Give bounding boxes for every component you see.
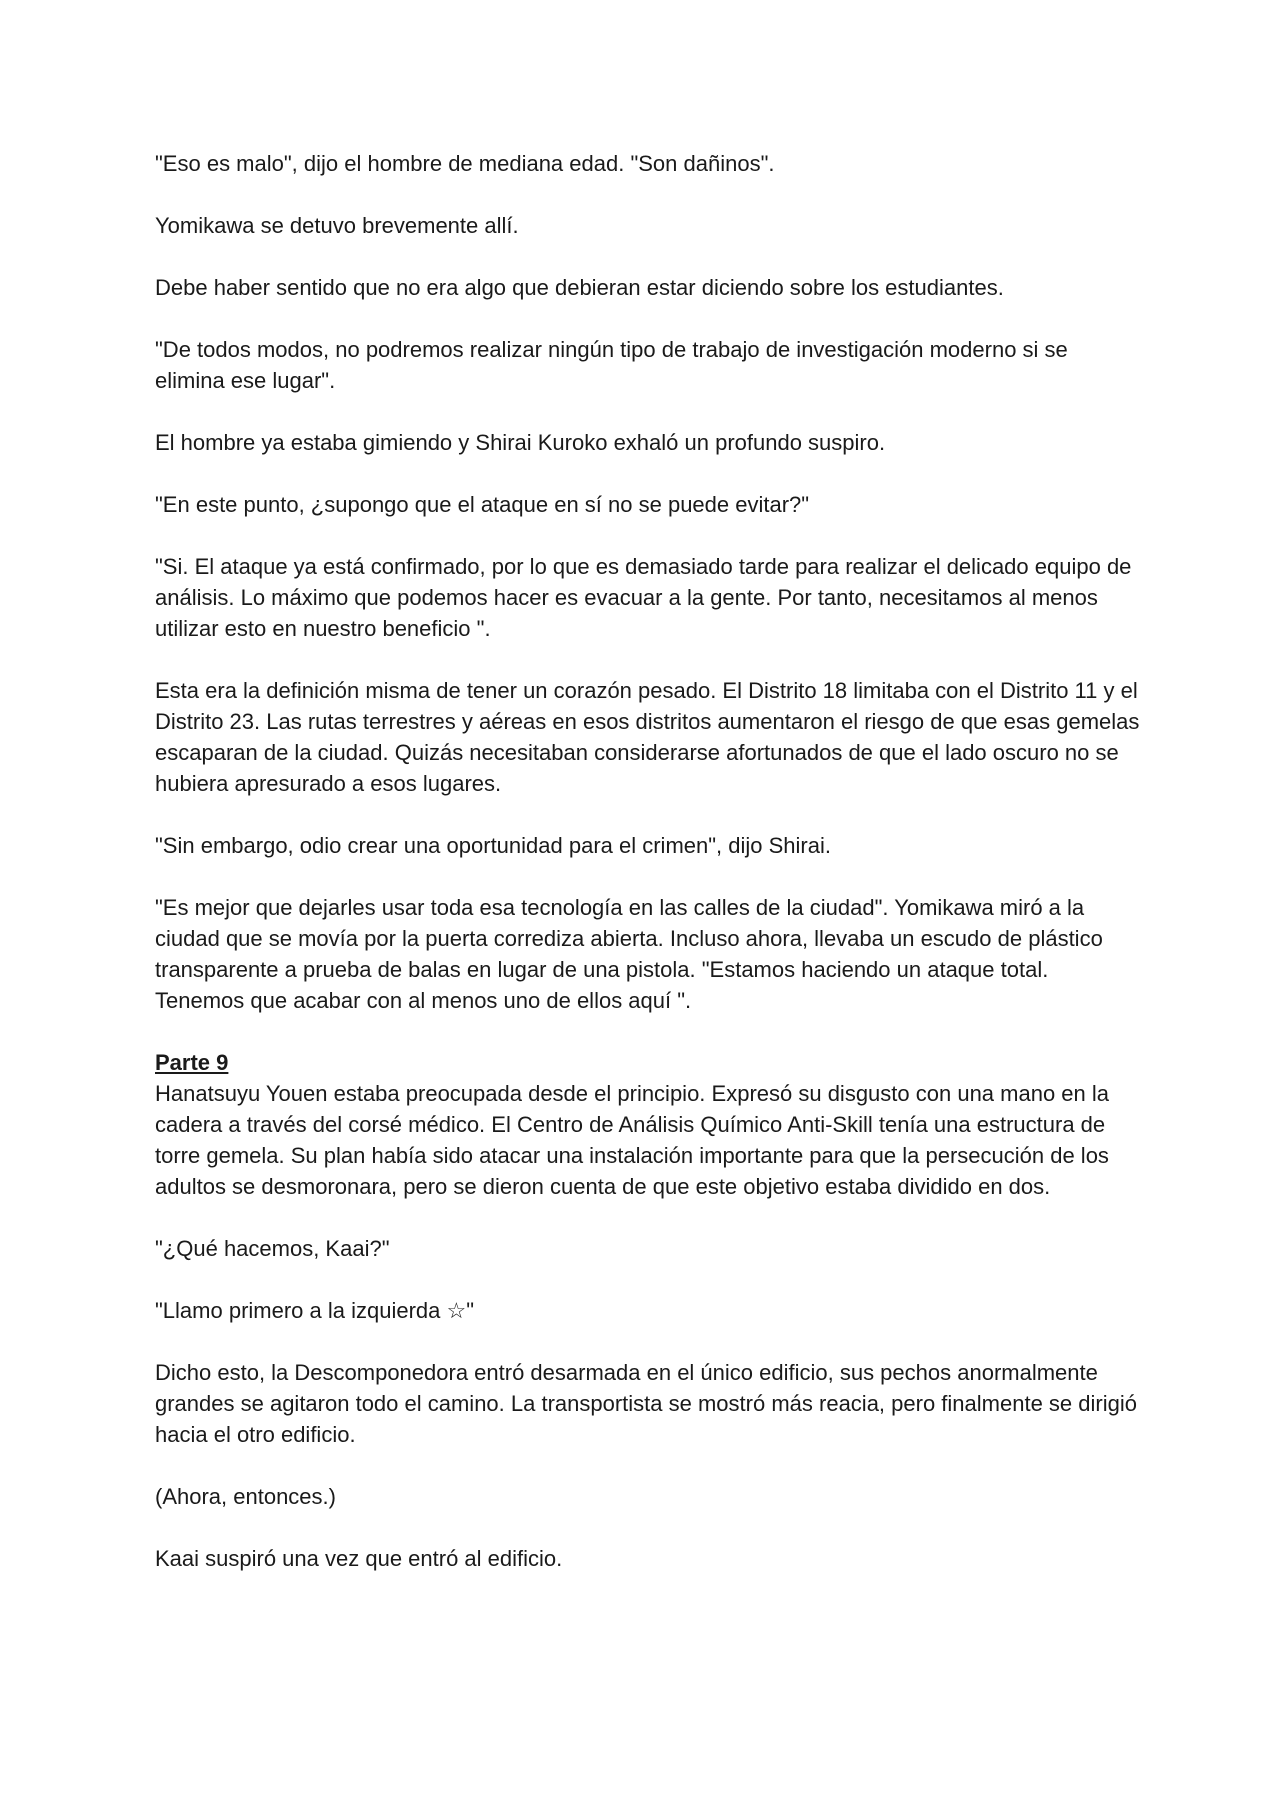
paragraph: "Sin embargo, odio crear una oportunidad para el crimen", dijo Shirai. bbox=[155, 833, 831, 858]
paragraph: Hanatsuyu Youen estaba preocupada desde el principio. Expresó su disgusto con una mano en la cadera a través del corsé médico. El Centro de Análisis Químico Anti-Skill tenía una estructura de torre gemela. Su plan había sido atacar una instalación importante para que la persecución de los adultos se desmoronara, pero se dieron cuenta de que este objetivo estaba dividido en dos. bbox=[155, 1081, 1110, 1199]
paragraph: "En este punto, ¿supongo que el ataque en sí no se puede evitar?" bbox=[155, 492, 810, 517]
paragraph: "¿Qué hacemos, Kaai?" bbox=[155, 1236, 390, 1261]
paragraph: "Llamo primero a la izquierda ☆" bbox=[155, 1298, 475, 1323]
paragraph: Kaai suspiró una vez que entró al edificio. bbox=[155, 1546, 563, 1571]
document-body bbox=[155, 148, 1140, 1605]
paragraph: "Si. El ataque ya está confirmado, por lo que es demasiado tarde para realizar el delicado equipo de análisis. Lo máximo que podemos hacer es evacuar a la gente. Por tanto, necesitamos al menos utilizar esto en nuestro beneficio ". bbox=[155, 554, 1132, 641]
paragraph: "Es mejor que dejarles usar toda esa tecnología en las calles de la ciudad". Yomikawa miró a la ciudad que se movía por la puerta corrediza abierta. Incluso ahora, llevaba un escudo de plástico transparente a prueba de balas en lugar de una pistola. "Estamos haciendo un ataque total. Tenemos que acabar con al menos uno de ellos aquí ". bbox=[155, 895, 1103, 1013]
paragraph: "De todos modos, no podremos realizar ningún tipo de trabajo de investigación moderno si se elimina ese lugar". bbox=[155, 337, 1068, 393]
section-heading: Parte 9 bbox=[155, 1050, 229, 1075]
paragraph: Dicho esto, la Descomponedora entró desarmada en el único edificio, sus pechos anormalmente grandes se agitaron todo el camino. La transportista se mostró más reacia, pero finalmente se dirigió hacia el otro edificio. bbox=[155, 1360, 1137, 1447]
paragraph: Esta era la definición misma de tener un corazón pesado. El Distrito 18 limitaba con el Distrito 11 y el Distrito 23. Las rutas terrestres y aéreas en esos distritos aumentaron el riesgo de que esas gemelas escaparan de la ciudad. Quizás necesitaban considerarse afortunados de que el lado oscuro no se hubiera apresurado a esos lugares. bbox=[155, 678, 1140, 796]
paragraph: "Eso es malo", dijo el hombre de mediana edad. "Son dañinos". bbox=[155, 151, 775, 176]
paragraph: El hombre ya estaba gimiendo y Shirai Kuroko exhaló un profundo suspiro. bbox=[155, 430, 886, 455]
paragraph: (Ahora, entonces.) bbox=[155, 1484, 336, 1509]
paragraph: Yomikawa se detuvo brevemente allí. bbox=[155, 213, 519, 238]
paragraph: Debe haber sentido que no era algo que debieran estar diciendo sobre los estudiantes. bbox=[155, 275, 1004, 300]
